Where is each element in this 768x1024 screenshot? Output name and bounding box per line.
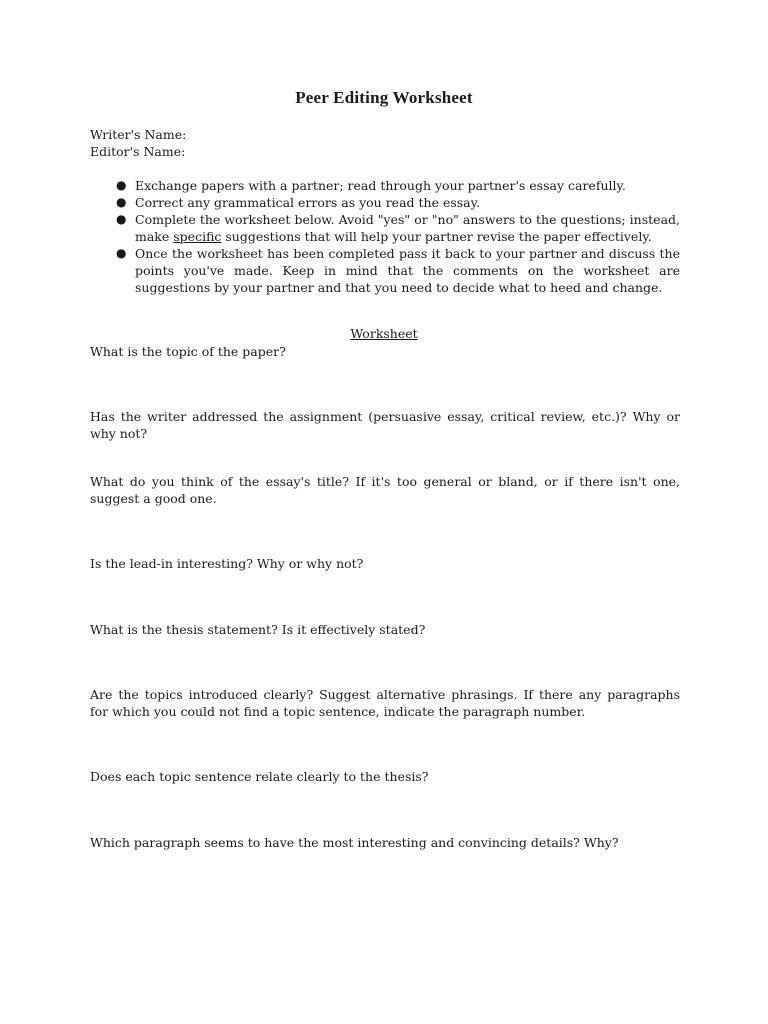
- instructions-list: [90, 177, 680, 296]
- emphasis-text: specific: [173, 229, 222, 244]
- bullet-icon: ●: [116, 195, 127, 209]
- instruction-item: [90, 211, 680, 245]
- instruction-text: Exchange papers with a partner; read through your partner's essay carefully.: [135, 178, 626, 193]
- bullet-icon: ●: [116, 212, 127, 226]
- instruction-text: Complete the worksheet below. Avoid "yes" or "no" answers to the questions; instead, make: [135, 212, 680, 244]
- instruction-text: Once the worksheet has been completed pass it back to your partner and discuss the points you've made. Keep in mind that the comments on the worksheet are suggestions by your partner and that you need to decide what to heed and change.: [135, 246, 680, 295]
- editor-name-field: Editor's Name:: [90, 144, 186, 159]
- question-topics: Are the topics introduced clearly? Suggest alternative phrasings. If there any paragraphs for which you could not find a topic sentence, indicate the paragraph number.: [90, 687, 680, 719]
- question-details: Which paragraph seems to have the most interesting and convincing details? Why?: [90, 835, 619, 850]
- worksheet-heading: Worksheet: [350, 326, 418, 341]
- instruction-text: Correct any grammatical errors as you read the essay.: [135, 195, 480, 210]
- bullet-icon: ●: [116, 246, 127, 260]
- writer-name-field: Writer's Name:: [90, 127, 187, 142]
- question-topic-sentence: Does each topic sentence relate clearly to the thesis?: [90, 769, 429, 784]
- question-thesis: What is the thesis statement? Is it effectively stated?: [90, 622, 426, 637]
- instruction-text: suggestions that will help your partner revise the paper effectively.: [221, 229, 652, 244]
- page-title: Peer Editing Worksheet: [295, 88, 473, 107]
- instruction-item: [90, 177, 680, 194]
- question-assignment: Has the writer addressed the assignment (persuasive essay, critical review, etc.)? Why or why not?: [90, 409, 680, 441]
- instruction-item: [90, 194, 680, 211]
- question-lead-in: Is the lead-in interesting? Why or why not?: [90, 556, 364, 571]
- bullet-icon: ●: [116, 178, 127, 192]
- question-topic: What is the topic of the paper?: [90, 344, 286, 359]
- question-title: What do you think of the essay's title? If it's too general or bland, or if there isn't one, suggest a good one.: [90, 474, 680, 506]
- instruction-item: [90, 245, 680, 296]
